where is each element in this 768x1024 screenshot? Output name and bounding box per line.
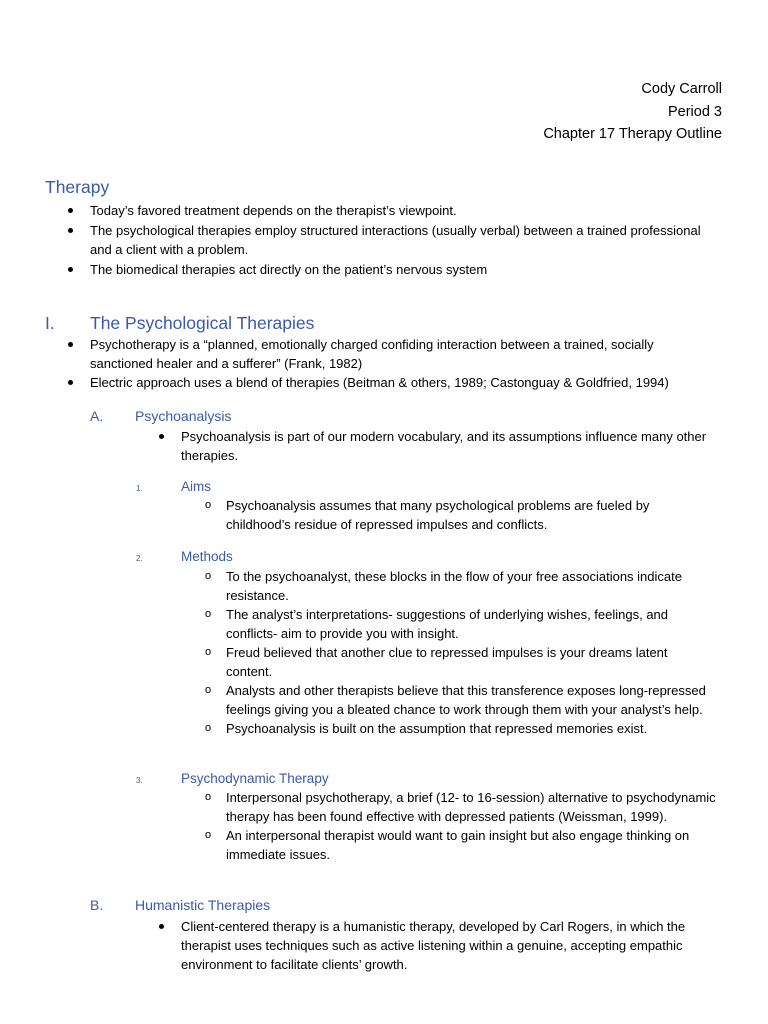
- list-item: [181, 427, 721, 465]
- list-item: [205, 826, 716, 864]
- methods-list: [205, 567, 716, 738]
- bullet-dot-icon: [159, 434, 164, 439]
- document-header: [543, 78, 722, 146]
- circle-bullet-icon: o: [205, 608, 212, 620]
- bullet-text: Client-centered therapy is a humanistic therapy, developed by Carl Rogers, in which the therapist uses techniques such as active listening within a genuine, accepting empathic environment to facilitate clients’ growth.: [181, 919, 686, 972]
- bullet-text: Today’s favored treatment depends on the therapist’s viewpoint.: [90, 203, 457, 218]
- list-item: [205, 719, 716, 738]
- list-item: [205, 496, 706, 534]
- list-item: [205, 567, 716, 605]
- item-number: 3.: [136, 776, 143, 785]
- humanistic-bullet-list: [181, 917, 721, 974]
- circle-bullet-icon: o: [205, 684, 212, 696]
- psychodynamic-list: [205, 788, 716, 864]
- bullet-dot-icon: [68, 228, 73, 233]
- bullet-dot-icon: [68, 208, 73, 213]
- bullet-text: Freud believed that another clue to repressed impulses is your dreams latent content.: [226, 645, 668, 679]
- item-heading: Methods: [181, 549, 233, 564]
- circle-bullet-icon: o: [205, 499, 212, 511]
- bullet-text: The psychological therapies employ structured interactions (usually verbal) between a trained professional and a client with a problem.: [90, 223, 701, 257]
- list-item: [181, 917, 721, 974]
- circle-bullet-icon: o: [205, 791, 212, 803]
- list-item: [90, 201, 710, 220]
- class-period: Period 3: [667, 103, 722, 120]
- bullet-text: Electric approach uses a blend of therapies (Beitman & others, 1989; Castonguay & Goldfried, 1994): [90, 375, 669, 390]
- circle-bullet-icon: o: [205, 722, 212, 734]
- item-number: 1.: [136, 484, 143, 493]
- circle-bullet-icon: o: [205, 829, 212, 841]
- therapy-heading: Therapy: [45, 177, 110, 197]
- document-title: Chapter 17 Therapy Outline: [543, 126, 722, 142]
- bullet-text: Psychoanalysis assumes that many psychological problems are fueled by childhood’s residue of repressed impulses and conflicts.: [226, 498, 650, 532]
- subsection-heading: Psychoanalysis: [135, 408, 232, 424]
- item-number: 2.: [136, 554, 143, 563]
- subsection-heading: Humanistic Therapies: [135, 897, 271, 913]
- bullet-dot-icon: [159, 924, 164, 929]
- bullet-text: Psychoanalysis is built on the assumption that repressed memories exist.: [226, 721, 648, 736]
- subsection-letter: A.: [90, 408, 104, 424]
- list-item: [205, 788, 716, 826]
- therapy-bullet-list: [90, 201, 710, 279]
- list-item: [90, 221, 710, 259]
- item-heading: Psychodynamic Therapy: [181, 771, 329, 786]
- circle-bullet-icon: o: [205, 570, 212, 582]
- list-item: [205, 605, 716, 643]
- section1-bullet-list: [90, 335, 710, 392]
- circle-bullet-icon: o: [205, 646, 212, 658]
- bullet-text: The analyst’s interpretations- suggestions of underlying wishes, feelings, and conflicts- aim to provide you with insight.: [226, 607, 669, 641]
- bullet-text: Analysts and other therapists believe that this transference exposes long-repressed feelings giving you a bleated chance to work through them with your analyst’s help.: [226, 683, 706, 717]
- list-item: [90, 373, 710, 392]
- section-heading: The Psychological Therapies: [90, 313, 315, 333]
- subsection-letter: B.: [90, 897, 104, 913]
- bullet-text: Psychotherapy is a “planned, emotionally charged confiding interaction between a trained, socially sanctioned healer and a sufferer” (Frank, 1982): [90, 337, 654, 371]
- author-name: Cody Carroll: [641, 81, 722, 97]
- bullet-dot-icon: [68, 267, 73, 272]
- item-heading: Aims: [181, 479, 211, 494]
- bullet-text: An interpersonal therapist would want to gain insight but also engage thinking on immediate issues.: [226, 828, 690, 862]
- bullet-dot-icon: [68, 342, 73, 347]
- bullet-text: The biomedical therapies act directly on the patient’s nervous system: [90, 262, 488, 277]
- bullet-dot-icon: [68, 380, 73, 385]
- list-item: [205, 643, 716, 681]
- bullet-text: To the psychoanalyst, these blocks in the flow of your free associations indicate resistance.: [226, 569, 682, 603]
- list-item: [90, 335, 710, 373]
- psychoanalysis-bullet-list: [181, 427, 721, 465]
- section-number: I.: [45, 313, 55, 333]
- aims-list: [205, 496, 706, 534]
- bullet-text: Psychoanalysis is part of our modern vocabulary, and its assumptions influence many other therapies.: [181, 429, 707, 463]
- list-item: [90, 260, 710, 279]
- list-item: [205, 681, 716, 719]
- bullet-text: Interpersonal psychotherapy, a brief (12- to 16-session) alternative to psychodynamic therapy has been found effective with depressed patients (Weissman, 1999).: [226, 790, 716, 824]
